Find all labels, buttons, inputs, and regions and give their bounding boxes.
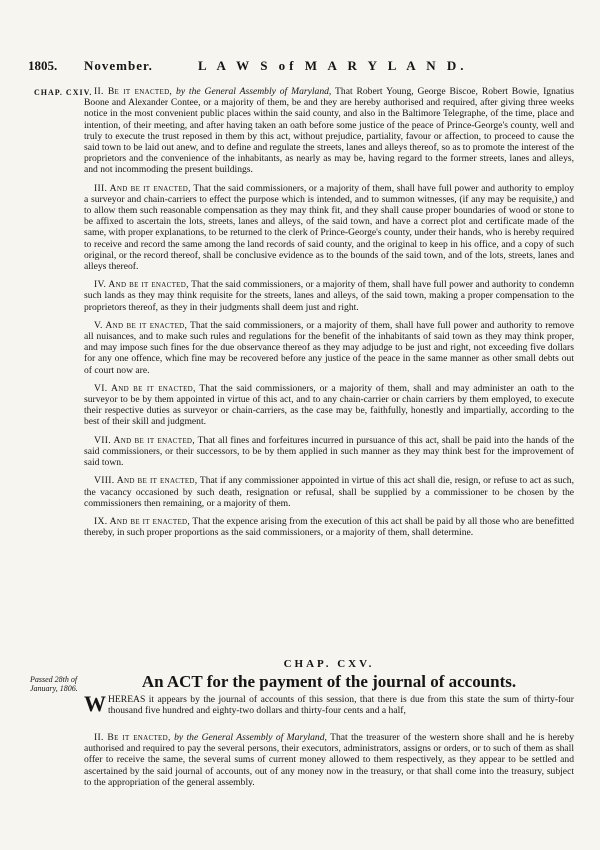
page-header	[28, 58, 568, 76]
section-4	[84, 279, 574, 313]
section-7	[84, 435, 574, 469]
section-lead: IV. And be it enacted,	[94, 279, 189, 291]
act-title: An ACT for the payment of the journal of accounts.	[141, 672, 517, 691]
header-title: L A W S of M A R Y L A N D.	[198, 58, 468, 73]
section-lead: VIII. And be it enacted,	[94, 475, 198, 487]
section-text: That all fines and forfeitures incurred in pursuance of this act, shall be paid into the hands of the said commissioners, or their successors, to be by them applied in such manner as they may think best for the improvement of said town.	[84, 434, 574, 469]
margin-chapter-note: CHAP. CXIV.	[34, 88, 93, 97]
section-authority: by the General Assembly of Maryland,	[176, 86, 332, 97]
header-year: 1805.	[28, 58, 58, 73]
section-text: That the treasurer of the western shore shall and he is hereby authorised and required to pay the several persons, their executors, administrators, assigns or orders, or to such of them as shall offer to receive the same, the several sums of current money allowed to them respectively, as they appear to be settled and ascertained by the said journal of accounts, out of any money now in the treasury, or that shall come into the treasury, subject to the appropriation of the general assembly.	[84, 732, 575, 788]
section-5	[84, 320, 574, 376]
margin-passed-note: Passed 28th of January, 1806.	[30, 675, 78, 693]
section-lead: VII. And be it enacted,	[94, 434, 195, 446]
act-preamble	[84, 691, 574, 717]
section-text: That Robert Young, George Biscoe, Robert Bowie, Ignatius Boone and Alexander Contee, or a majority of them, be and they are hereby authorised and required, after giving three weeks notice in the most convenient public places within the said county, and also in the Baltimore Telegraphe, of the time, place and intention, of their meeting, and after having taken an oath before some justice of the peace of Prince-George's county, well and truly to execute the trust reposed in them by this act, without prejudice, partiality, favour or affection, to proceed to cause the said town to be laid out anew, and to define and regulate the streets, lanes and alleys thereof, so as to promote the interest of the proprietors and the convenience of the inhabitants, as nearly as may be, having regard to the former streets, lanes and alleys, and not incommoding the present buildings.	[84, 86, 575, 176]
section-lead: III. And be it enacted,	[94, 182, 191, 194]
section-2	[84, 86, 574, 176]
act-section-2	[84, 732, 574, 788]
section-text: That the expence arising from the execution of this act shall be paid by all those who are benefitted thereby, in such proper proportions as the said commissioners, or a majority of them, shall determine.	[84, 515, 574, 539]
act-sections	[84, 86, 574, 545]
section-lead: II. Be it enacted,	[94, 732, 171, 743]
section-lead: IX. And be it enacted,	[94, 515, 191, 527]
section-3	[84, 183, 574, 273]
section-8	[84, 475, 574, 509]
header-month: November.	[84, 58, 153, 73]
section-text: That the said commissioners, or a majority of them, shall have full power and authority to remove all nuisances, and to make such rules and regulations for the benefit of the inhabitants of said town as they may think proper, and may impose such fines for the due observance thereof as they may adjudge to be just and right, not exceeding five dollars for any one offence, which fine may be recovered before any justice of the peace in the same manner as other small debts out of court now are.	[84, 319, 574, 376]
preamble-text: HEREAS it appears by the journal of accounts of this session, that there is due from this state the sum of thirty-four thousand five hundred and eighty-two dollars and thirty-four cents and a half,	[108, 694, 574, 717]
chapter-heading: CHAP. CXV.	[283, 658, 375, 670]
drop-cap: W	[84, 691, 106, 716]
section-lead: VI. And be it enacted,	[94, 382, 196, 394]
section-text: That the said commissioners, or a majority of them, shall have full power and authority to employ a surveyor and chain-carriers to effect the purpose which is intended, and to summon witnesses, (if any may be requisite,) and to allow them such reasonable compensation as they may think fit, and they shall cause proper boundaries of wood or stone to be affixed to ascertain the lots, streets, lanes and alleys, of the said town, and have a correct plot and certificate made of the same, with proper explanations, to be returned to the clerk of Prince-George's county, under their hands, who is hereby required to receive and record the same among the land records of said county, and the original to keep in his office, and a copy of such original, or the record thereof, shall be conclusive evidence as to the bounds of the said town, and of the lots, streets, lanes and alleys thereof.	[84, 182, 575, 273]
section-6	[84, 383, 574, 428]
section-9	[84, 516, 574, 538]
section-lead: II. Be it enacted,	[94, 86, 173, 97]
section-text: That if any commissioner appointed in virtue of this act shall die, resign, or refuse to act as such, the vacancy occasioned by such death, resignation or refusal, shall be supplied by a commissioner to be chosen by the commissioners then remaining, or a majority of them.	[84, 475, 574, 509]
section-text: That the said commissioners, or a majority of them, shall and may administer an oath to the surveyor to be by them appointed in virtue of this act, and to any chain-carrier or chain carriers by them employed, to execute their respective duties as surveyor or chain-carriers, as the case may be, faithfully, honestly and impartially, according to the best of their skill and judgment.	[84, 382, 575, 428]
section-authority: by the General Assembly of Maryland,	[174, 732, 327, 743]
section-lead: V. And be it enacted,	[94, 319, 188, 331]
section-text: That the said commissioners, or a majority of them, shall have full power and authority to condemn such lands as they may think requisite for the streets, lanes and alleys, of the said town, making a proper compensation to the proprietors thereof, as they in their judgments shall deem just and right.	[84, 279, 574, 313]
